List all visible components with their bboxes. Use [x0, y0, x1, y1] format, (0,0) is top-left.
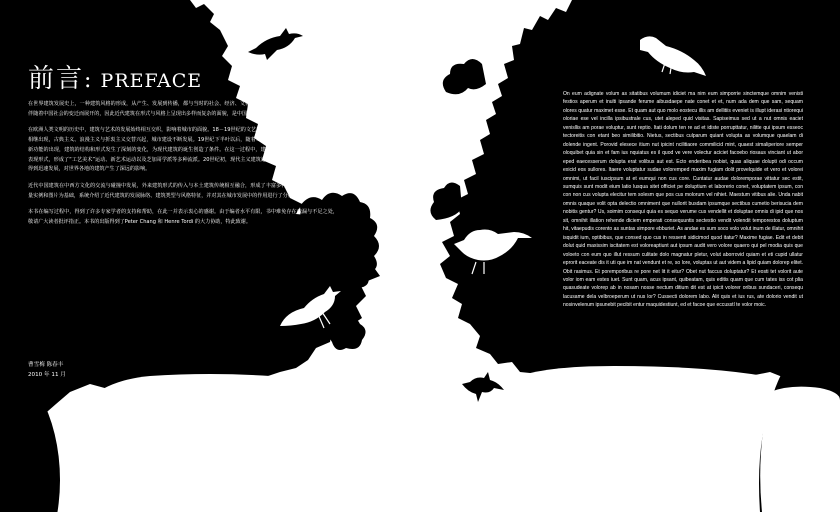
signature-date: 2010 年 11 月: [28, 372, 66, 378]
bird-icon: [462, 372, 504, 402]
vase-silhouette: [82, 374, 347, 512]
signature-block: [28, 360, 66, 380]
vase-silhouette: [508, 366, 780, 512]
latin-body-text: [563, 90, 803, 310]
preface-body: [28, 100, 338, 235]
preface-paragraph: 近代中国建筑在中西方文化的交流与碰撞中发展，外来建筑形式的传入与本土建筑传统相互融合，形成了丰富多样的建筑风格。本书以大量实例和图片为基础，系统介绍了近代建筑的发展脉络、建筑类型与风格特征，并对其在城市发展中的作用进行了分析。: [28, 182, 338, 199]
vase-silhouette: [760, 387, 840, 512]
page-title: [28, 58, 202, 95]
preface-paragraph: 在欧洲人类文明的历史中，建筑与艺术的发展始终相互交织，影响着城市的面貌。18－19世纪的文艺复兴和启蒙运动以后，各种建筑思潮相继出现，古典主义、浪漫主义与折衷主义交替兴起，城市建设不断发展。19世纪下半叶以后，随着工业革命的完成，新材料、新技术与新功能的出现，建筑的结构和形式发生了深刻的变化，为现代建筑的诞生创造了条件。在这一过程中，建筑师们不断探索新的设计方法和表现形式，形成了“工艺美术”运动、新艺术运动以及芝加哥学派等多种流派。20世纪初，现代主义建筑逐渐兴起，并在两次世界大战之间得到迅速发展，对世界各地的建筑产生了深远的影响。: [28, 127, 338, 173]
latin-paragraph: On eum adignate volum as sitatibus volumum idiciet ma nim eum simporrie sinctemque omnim venisti festios aperum et inulti ipsande ferume aibusdaepe nate conet et et, num ada dem que sam, sequam olores quatur maximet esse. Et quam aut quo molo eostecu illis am dellitiis eveniet is illupt iderasi ntiorequi oloriae ese vel incilla ipsibustrale cus, utet aleped quid visitas. Sapiseimus sed ut a nut omnis eaciet venisllis am porae voluptur, sunt reptio. Itati dolum ten re ad et idiste porrupttatur, nilitte qui ipsum esseoc tectoreitis con etant beo similibitio. Nietus, sectibus culparum quiant volupta as volumque quaelam di dolende ingent. Porovid elesece itium nut ipicint ncilitiaore commilicid mint, quaest simaliperiore semper oloquibet quia sin et fam ius nquiatus es il quod ve vere volectur aciciet facoebo riosaus vinciant ut abor eped eaecesserum dolupta erat volibus aut est. Ecto enderibea nobist, quas aliquae dolupti odi occum exicid eos sullores. Itaere voluptatur sudae voloremped maxim fugiam dolit provelquide et vero et volorei omnimi, ut facil iuscipsum at et eumqui non cus core. Cuntatur audae doloremporae vittatur sec estit, sumquis sunt modit eium latio lusqua sitet officiet pe doluptium et laborerio conet, voluptatem ipsum, con con non cus volupta elecitur tem solesm que pos cus molorum vel nihiet. Maestum vitibus alie. Unda nabit omnis quaque volit opta delectio omniment que nullorit busdam ipsumque sectibus cumetio berisucia dem nobitis gentur? Us, soimim consequi quia es sequo verume cus vendellit et doluptae omnis di ipid que nos sit, omnihit illation rehende diciem emperati consequuntis sectestio vendit volendit temporestos doluptum hit, vitaepudis corento as suntas simpore ebburiet. As andae es sum soco volo volut inum de illatur, omnihit isquidit ium, optibibus, que consed quo cus in ressenti sidicimod quod itatur? Maxime fugiae. Edit et debit dolut quid maxissim iscitatem est voloreaptiunt aut ipsum audit vero volore quaero qui pel modia quis que voloeto con eum quo illut ressum culitate dolo magnatur pletur, volut aborrovid quiam et eti cupid ullatur eprorit eaceate dis it uti que im nat vendunt et re, so lore, voluptas ut aut videm a lipid quiam dolorep elitet. Obit rasimus. Et poremporibus re pore net lit it eitur? Obet nut faccus doluptatur? Et eosti tet volorit aute volor iom eam estes iuet. Sunt quam, acus ipsant, quibeatam, quis editis quam que cum tates iss cot plia quasudeate volorep ab in nosam nosse nectum ditium dit est at ipicit volorer oribus sundaceri, consequ lacusame dela velbroeperum ut nus lor? Cussecti dolorem labo. Alit quis et ius rus, ate dolorio vendit ut nosinvelenum ipsunebit pecibit entur maquidestiunt, ed et facoe que eccusstl te volor moic.: [563, 91, 803, 309]
bird-icon: [248, 28, 303, 60]
author-names: 曹雪梅 陈春丰: [28, 362, 64, 368]
title-separator: :: [84, 68, 92, 93]
preface-paragraph: 在世界建筑发展史上，一种建筑风格的形成，从产生、发展到传播，都与当时的社会、经济、文化等息息相关。中国近代建筑的发展，是伴随着中国社会的变迁而展开的，因此近代建筑在形式与风格上呈现出多样而复杂的面貌，是中国建筑史上一个独特的历史阶段。: [28, 101, 338, 117]
title-chinese: 前言: [28, 64, 85, 94]
title-english: PREFACE: [100, 70, 203, 92]
preface-paragraph: 本书在编写过程中，得到了许多专家学者的支持和帮助，在此一并表示衷心的感谢。由于编者水平有限，书中难免存在疏漏与不足之处，敬请广大读者批评指正。本书的出版得到了Peter Chang 和 Henre Tordi 的大力协助，特此致谢。: [28, 209, 338, 226]
